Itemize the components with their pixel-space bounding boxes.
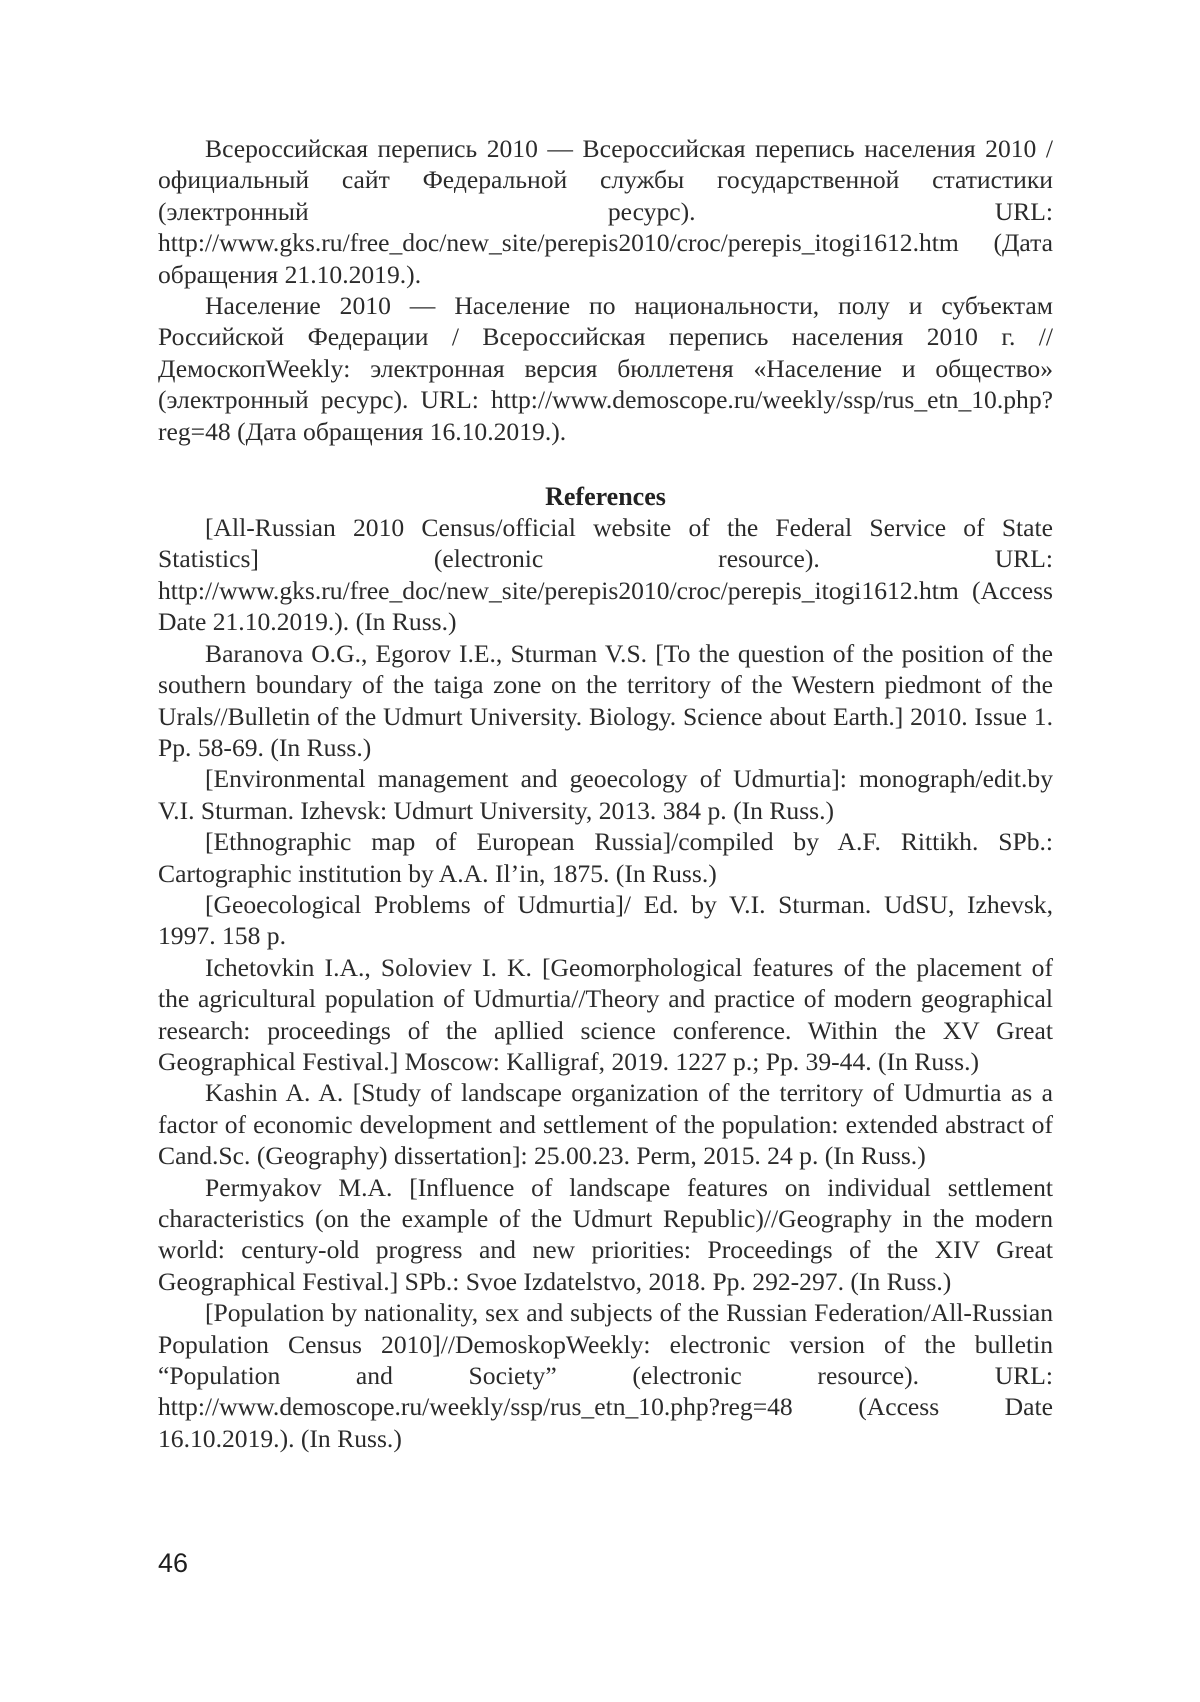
reference-entry: [Geoecological Problems of Udmurtia]/ Ed. by V.I. Sturman. UdSU, Izhevsk, 1997. 158 p. bbox=[158, 889, 1053, 952]
reference-entry: [All-Russian 2010 Census/official website of the Federal Service of State Statistics] (electronic resource). URL: http://www.gks.ru/free_doc/new_site/perepis2010/croc/perepis_itogi1612.htm (Access Date 21.10.2019.). (In Russ.) bbox=[158, 512, 1053, 638]
references-heading: References bbox=[158, 481, 1053, 512]
reference-entry: [Environmental management and geoecology of Udmurtia]: monograph/edit.by V.I. Sturman. Izhevsk: Udmurt University, 2013. 384 p. (In Russ.) bbox=[158, 763, 1053, 826]
reference-entry: Permyakov M.A. [Influence of landscape features on individual settlement characteristics (on the example of the Udmurt Republic)//Geography in the modern world: century-old progress and new priorities: Proceedings of the XIV Great Geographical Festival.] SPb.: Svoe Izdatelstvo, 2018. Pp. 292-297. (In Russ.) bbox=[158, 1172, 1053, 1298]
page-number: 46 bbox=[158, 1547, 188, 1579]
document-page bbox=[0, 0, 1200, 1702]
reference-entry: [Ethnographic map of European Russia]/compiled by A.F. Rittikh. SPb.: Cartographic institution by A.A. Il’in, 1875. (In Russ.) bbox=[158, 826, 1053, 889]
russian-source-entry: Всероссийская перепись 2010 — Всероссийская перепись населения 2010 / официальный сайт Федеральной службы государственной статистики (электронный ресурс). URL: http://www.gks.ru/free_doc/new_site/perepis2010/croc/perepis_itogi1612.htm (Дата обращения 21.10.2019.). bbox=[158, 133, 1053, 290]
text-body bbox=[158, 133, 1053, 1454]
reference-entry: Ichetovkin I.A., Soloviev I. K. [Geomorphological features of the placement of the agricultural population of Udmurtia//Theory and practice of modern geographical research: proceedings of the apllied science conference. Within the XV Great Geographical Festival.] Moscow: Kalligraf, 2019. 1227 p.; Pp. 39-44. (In Russ.) bbox=[158, 952, 1053, 1078]
reference-entry: Baranova O.G., Egorov I.E., Sturman V.S. [To the question of the position of the southern boundary of the taiga zone on the territory of the Western piedmont of the Urals//Bulletin of the Udmurt University. Biology. Science about Earth.] 2010. Issue 1. Pp. 58-69. (In Russ.) bbox=[158, 638, 1053, 764]
russian-source-entry: Население 2010 — Население по национальности, полу и субъектам Российской Федерации / Всероссийская перепись населения 2010 г. // ДемоскопWeekly: электронная версия бюллетеня «Население и общество» (электронный ресурс). URL: http://www.demoscope.ru/weekly/ssp/rus_etn_10.php?reg=48 (Дата обращения 16.10.2019.). bbox=[158, 290, 1053, 447]
reference-entry: Kashin A. A. [Study of landscape organization of the territory of Udmurtia as a factor of economic development and settlement of the population: extended abstract of Cand.Sc. (Geography) dissertation]: 25.00.23. Perm, 2015. 24 p. (In Russ.) bbox=[158, 1077, 1053, 1171]
reference-entry: [Population by nationality, sex and subjects of the Russian Federation/All-Russian Population Census 2010]//DemoskopWeekly: electronic version of the bulletin “Population and Society” (electronic resource). URL: http://www.demoscope.ru/weekly/ssp/rus_etn_10.php?reg=48 (Access Date 16.10.2019.). (In Russ.) bbox=[158, 1297, 1053, 1454]
